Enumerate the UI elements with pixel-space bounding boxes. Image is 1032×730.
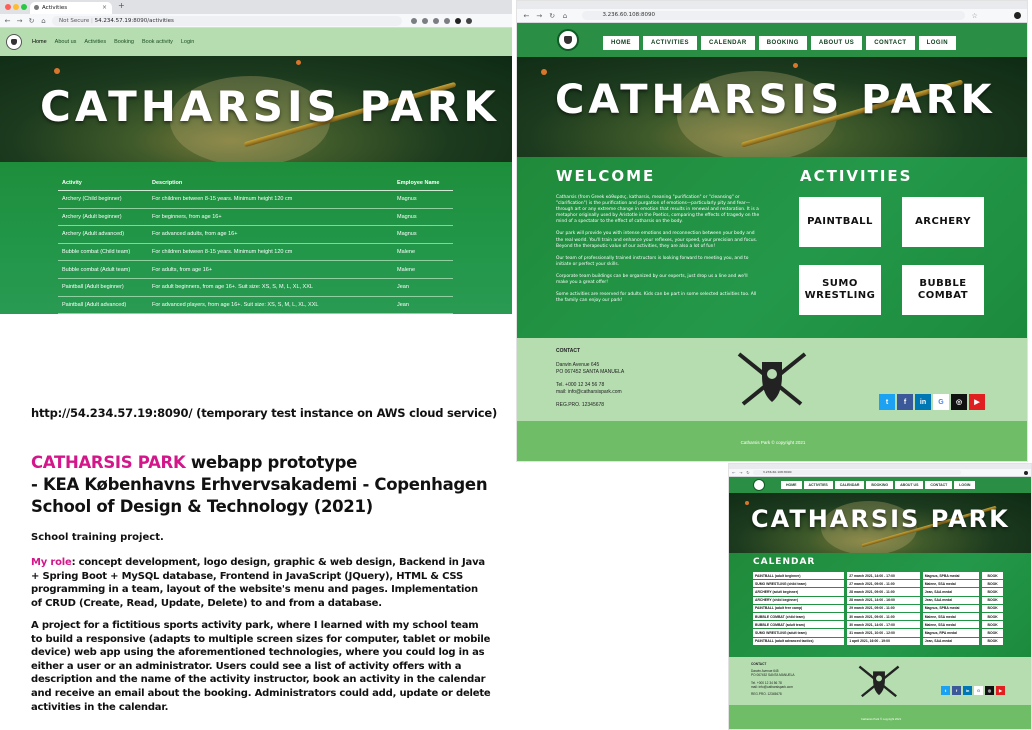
event-instructor-cell: Malene, SSA medal (923, 580, 980, 587)
event-instructor-cell: Jean, SAA medal (923, 597, 980, 604)
menu-contact[interactable]: CONTACT (925, 481, 952, 489)
welcome-paragraph: Corporate team buildings can be organized by our experts, just drop us a line and we'll make you a great offer! (556, 273, 748, 286)
contact-heading: CONTACT (751, 662, 767, 666)
book-button[interactable]: BOOK (982, 580, 1003, 587)
welcome-paragraph: Catharsis (from Greek κάθαρσις, katharsis, meaning "purification" or "cleansing" or "clarification") is the purification and purgation of emotions—particularly pity and fear—through art or any extreme change in emotion that results in renewal and restoration. It is a metaphor originally used by Aristotle in the Poetics, comparing the effects of tragedy on the mind of a spectator to the effect of catharsis on the body. (556, 195, 760, 225)
extension-icon[interactable] (422, 18, 428, 24)
browser-window-activities (0, 0, 512, 314)
extension-icon[interactable] (433, 18, 439, 24)
extension-icons (411, 18, 472, 24)
paintball-orb (793, 63, 798, 68)
event-instructor-cell: Magnus, SPBA medal (923, 605, 980, 612)
tab-title: Activities (42, 5, 68, 11)
menu-home[interactable]: HOME (781, 481, 802, 489)
address-bar[interactable]: 3.236.60.108:8090 (582, 11, 965, 20)
event-instructor-cell: Jean, SAA medal (923, 588, 980, 595)
back-icon[interactable]: ← (4, 16, 11, 25)
event-activity-cell: BUBBLE COMBAT (adult team) (753, 621, 844, 628)
reload-icon[interactable]: ↻ (28, 16, 35, 25)
contact-block (556, 348, 624, 409)
project-heading (31, 452, 501, 518)
nav-booking[interactable]: Booking (114, 39, 134, 45)
hero-banner (517, 57, 1028, 157)
site-activities-page (0, 28, 512, 314)
calendar-row (753, 629, 1003, 636)
hero-title: CATHARSIS PARK (40, 82, 500, 131)
event-date-cell: 28 march 2021, 14:00 - 16:00 (847, 597, 920, 604)
table-row (58, 296, 453, 314)
close-tab-icon[interactable]: × (101, 4, 107, 11)
linkedin-icon[interactable]: in (963, 686, 972, 695)
activity-cell: Archery (Adult beginner) (58, 208, 148, 226)
catharsis-logo[interactable] (753, 479, 765, 491)
calendar-row (753, 572, 1003, 579)
contact-city: PO 067452 SANTA MANUELA (556, 369, 625, 375)
event-instructor-cell: Malene, SSA medal (923, 621, 980, 628)
description-cell: For adult beginners, from age 16+. Suit size: XS, S, M, L, XL, XXL (148, 278, 393, 296)
browser-toolbar (0, 14, 512, 28)
role-text: : concept development, logo design, graphic & web design, Backend in Java + Spring Boot + MySQL database, Frontend in JavaScript (JQuery), HTML & CSS programming in a team, layout of the website's menu and pages. Implementation of CRUD (Create, Read, Update, Delete) to and from a database. (31, 557, 485, 609)
tab-bar (0, 0, 512, 14)
menu-booking[interactable]: BOOKING (759, 36, 807, 50)
book-button[interactable]: BOOK (982, 572, 1003, 579)
description-cell: For advanced adults, from age 16+ (148, 226, 393, 244)
reload-icon[interactable]: ↻ (549, 11, 556, 20)
menu-activities[interactable]: ACTIVITIES (804, 481, 833, 489)
employee-cell: Malene (393, 261, 453, 279)
new-tab-icon[interactable]: + (118, 1, 125, 10)
contact-reg: REG.PRO. 12345678 (751, 692, 782, 697)
calendar-section (729, 553, 1032, 657)
event-activity-cell: SUMO WRESTLING (adult team) (753, 629, 844, 636)
site-menu (781, 481, 975, 489)
site-footer (729, 657, 1032, 705)
copyright-bar: Catharsis Park © copyright 2021 (517, 421, 1028, 461)
project-url[interactable]: http://54.234.57.19:8090/ (temporary test instance on AWS cloud service) (31, 406, 498, 420)
table-header-row (58, 176, 453, 191)
description-cell: For children between 8-15 years. Minimum height 120 cm (148, 243, 393, 261)
hero-banner (0, 56, 512, 162)
table-row (58, 243, 453, 261)
contact-street: Darwin Avenue 645 (556, 362, 600, 368)
column-header: Employee Name (393, 176, 453, 191)
nav-login[interactable]: Login (180, 39, 195, 45)
contact-mail[interactable]: mail: info@catharsispark.com (556, 389, 622, 395)
welcome-text (556, 195, 761, 310)
project-heading-rest: webapp prototype (185, 453, 357, 472)
calendar-row (753, 638, 1003, 645)
instagram-icon[interactable]: ◎ (985, 686, 994, 695)
event-date-cell: 30 march 2021, 09:00 - 11:00 (847, 613, 920, 620)
site-navbar (0, 28, 512, 56)
event-date-cell: 27 march 2021, 09:00 - 11:00 (847, 580, 920, 587)
event-date-cell: 1 april 2021, 16:00 - 19:00 (847, 638, 920, 645)
event-instructor-cell: Magnus, SPBA medal (923, 572, 980, 579)
linkedin-icon[interactable]: in (915, 394, 931, 410)
menu-dots-icon[interactable] (466, 18, 472, 24)
facebook-icon[interactable]: f (897, 394, 913, 410)
contact-mail[interactable]: mail: info@catharsispark.com (751, 684, 793, 689)
calendar-row (753, 588, 1003, 595)
activity-cell: Paintball (Adult beginner) (58, 278, 148, 296)
menu-calendar[interactable]: CALENDAR (835, 481, 865, 489)
book-button[interactable]: BOOK (982, 629, 1003, 636)
activity-card-sumo-wrestling[interactable]: SUMO WRESTLING (799, 265, 881, 315)
forward-icon[interactable]: → (16, 16, 23, 25)
address-bar[interactable]: Not Secure | 54.234.57.19:8090/activities (52, 16, 402, 26)
description-cell: For beginners, from age 16+ (148, 208, 393, 226)
table-row (58, 278, 453, 296)
menu-about-us[interactable]: ABOUT US (895, 481, 923, 489)
event-activity-cell: SUMO WRESTLING (child team) (753, 580, 844, 587)
book-button[interactable]: BOOK (982, 588, 1003, 595)
book-button[interactable]: BOOK (982, 621, 1003, 628)
youtube-icon[interactable]: ▶ (969, 394, 985, 410)
extension-icon[interactable] (444, 18, 450, 24)
activity-card-paintball[interactable]: PAINTBALL (799, 197, 881, 247)
hero-title: CATHARSIS PARK (555, 77, 996, 123)
browser-window-home (516, 0, 1028, 462)
project-school: - KEA Københavns Erhvervsakademi - Copenhagen School of Design & Technology (2021) (31, 475, 488, 516)
project-paragraph: A project for a fictitious sports activity park, where I learned with my school team to build a responsive (adapts to multiple screen sizes for computer, tablet or mobile device) web app using the aforementioned technologies, where you could log in as either a user or an administrator. Users could see a list of activity offers with a description and the name of the activity instructor, book an activity in the calendar and receive an email about the booking. Administrators could add, update or delete activities in the calendar. (31, 620, 491, 713)
event-activity-cell: PAINTBALL (adult advanced tactics) (753, 638, 844, 645)
paintball-orb (296, 60, 301, 65)
nav-book-activity[interactable]: Book activity (141, 39, 173, 45)
menu-login[interactable]: LOGIN (954, 481, 975, 489)
table-row (58, 261, 453, 279)
description-cell: For advanced players, from age 16+. Suit size: XS, S, M, L, XL, XXL (148, 296, 393, 314)
welcome-paragraph: Some activities are reserved for adults. Kids can be part in some selected activities too. All the family can enjoy our park! (556, 292, 757, 304)
activities-table-body (58, 191, 453, 314)
event-date-cell: 29 march 2021, 09:00 - 11:00 (847, 605, 920, 612)
bookmark-star-icon[interactable]: ☆ (971, 11, 978, 20)
table-row (58, 208, 453, 226)
close-window-icon[interactable] (5, 4, 11, 10)
event-date-cell: 27 march 2021, 14:00 - 17:00 (847, 572, 920, 579)
calendar-table (753, 571, 1003, 646)
menu-about-us[interactable]: ABOUT US (811, 36, 862, 50)
event-date-cell: 28 march 2021, 09:00 - 11:00 (847, 588, 920, 595)
site-navbar (729, 477, 1032, 493)
column-header: Activity (58, 176, 148, 191)
twitter-icon[interactable]: t (879, 394, 895, 410)
forward-icon[interactable]: → (536, 11, 543, 20)
welcome-section (517, 157, 1028, 338)
activities-heading: ACTIVITIES (800, 167, 913, 185)
site-navbar (517, 23, 1028, 57)
reload-icon[interactable]: ↻ (746, 470, 750, 475)
calendar-row (753, 621, 1003, 628)
maximize-window-icon[interactable] (21, 4, 27, 10)
calendar-table-body (753, 572, 1003, 645)
contact-city: PO 067452 SANTA MANUELA (751, 673, 795, 678)
home-icon[interactable]: ⌂ (562, 11, 568, 20)
google-icon[interactable]: G (974, 686, 983, 695)
address-host: 54.234.57.19 (94, 17, 132, 24)
twitter-icon[interactable]: t (941, 686, 950, 695)
project-brand-name: CATHARSIS PARK (31, 453, 186, 472)
event-activity-cell: PAINTBALL (adult free camp) (753, 605, 844, 612)
instagram-icon[interactable]: ◎ (951, 394, 967, 410)
event-instructor-cell: Malene, SSA medal (923, 613, 980, 620)
employee-cell: Magnus (393, 208, 453, 226)
contact-tel: Tel. +000 12 34 56 78 (556, 382, 605, 388)
employee-cell: Magnus (393, 226, 453, 244)
book-button[interactable]: BOOK (982, 613, 1003, 620)
book-button[interactable]: BOOK (982, 597, 1003, 604)
activities-table-section (0, 162, 512, 314)
calendar-row (753, 580, 1003, 587)
back-icon[interactable]: ← (523, 11, 530, 20)
calendar-row (753, 605, 1003, 612)
site-nav-links (32, 39, 194, 45)
description-cell: For children between 8-15 years. Minimum height 120 cm (148, 191, 393, 209)
activity-cell: Bubble combat (Child team) (58, 243, 148, 261)
browser-toolbar (517, 9, 1027, 23)
activity-card-archery[interactable]: ARCHERY (902, 197, 984, 247)
site-home-page (517, 23, 1028, 462)
welcome-paragraph: Our park will provide you with intense emotions and reconnection between your body and the real world. You'll train and enhance your reflexes, your speed, your precision and focus. Beyond the therapeutic value of our activities, they are also a lot of fun! (556, 231, 758, 249)
crossed-markers-crest-icon (735, 348, 809, 412)
extension-icon[interactable] (411, 18, 417, 24)
youtube-icon[interactable]: ▶ (996, 686, 1005, 695)
paintball-orb (541, 69, 547, 75)
activity-cell: Bubble combat (Adult team) (58, 261, 148, 279)
event-date-cell: 31 march 2021, 10:00 - 12:00 (847, 629, 920, 636)
event-instructor-cell: Magnus, RPA medal (923, 629, 980, 636)
welcome-paragraph: Our team of professionally trained instructors is looking forward to meeting you, and to initiate or perfect your skills. (556, 255, 749, 267)
back-icon[interactable]: ← (732, 470, 736, 475)
table-row (58, 226, 453, 244)
site-footer (517, 338, 1028, 421)
role-label: My role (31, 557, 72, 568)
catharsis-logo[interactable] (557, 29, 579, 51)
site-calendar-page (729, 477, 1032, 730)
role-paragraph (31, 556, 486, 610)
social-links (941, 686, 1005, 695)
employee-cell: Magnus (393, 191, 453, 209)
google-icon[interactable]: G (933, 394, 949, 410)
contact-tel: Tel. +000 12 34 56 78 (751, 680, 782, 685)
profile-avatar[interactable] (455, 18, 461, 24)
paintball-orb (745, 501, 749, 505)
minimize-window-icon[interactable] (13, 4, 19, 10)
catharsis-logo[interactable] (6, 34, 22, 50)
event-instructor-cell: Jean, SAA medal (923, 638, 980, 645)
crossed-markers-crest-icon (857, 663, 901, 701)
profile-avatar[interactable] (1024, 471, 1028, 475)
calendar-row (753, 597, 1003, 604)
activity-cell: Paintball (Adult advanced) (58, 296, 148, 314)
nav-about-us[interactable]: About us (54, 39, 77, 45)
contact-reg: REG.PRO. 12345678 (556, 402, 605, 408)
favicon-icon (34, 5, 39, 10)
nav-home[interactable]: Home (32, 39, 47, 45)
browser-tab[interactable] (30, 2, 112, 14)
column-header: Description (148, 176, 393, 191)
copyright-bar: Catharsis Park © copyright 2021 (729, 705, 1032, 730)
hero-title: CATHARSIS PARK (751, 505, 1010, 533)
contact-street: Darwin Avenue 645 (751, 669, 779, 674)
home-icon[interactable]: ⌂ (41, 16, 46, 25)
address-bar[interactable]: 3.236.60.108:8090 (753, 470, 961, 475)
event-date-cell: 30 march 2021, 14:00 - 17:00 (847, 621, 920, 628)
menu-login[interactable]: LOGIN (919, 36, 957, 50)
not-secure-label: Not Secure (59, 17, 90, 24)
event-activity-cell: ARCHERY (child beginner) (753, 597, 844, 604)
social-links (879, 394, 985, 410)
activity-card-bubble-combat[interactable]: BUBBLE COMBAT (902, 265, 984, 315)
browser-window-calendar (728, 463, 1032, 730)
menu-home[interactable]: HOME (603, 36, 639, 50)
school-line: School training project. (31, 532, 164, 543)
employee-cell: Malene (393, 243, 453, 261)
menu-activities[interactable]: ACTIVITIES (643, 36, 697, 50)
welcome-heading: WELCOME (556, 167, 656, 185)
activities-table (58, 176, 453, 314)
site-menu (603, 36, 956, 50)
browser-toolbar (729, 469, 1031, 477)
facebook-icon[interactable]: f (952, 686, 961, 695)
menu-booking[interactable]: BOOKING (866, 481, 893, 489)
address-path: :8090/activities (131, 17, 174, 24)
table-row (58, 191, 453, 209)
calendar-heading: CALENDAR (753, 557, 816, 567)
hero-banner (729, 493, 1032, 553)
calendar-row (753, 613, 1003, 620)
contact-block (751, 662, 795, 696)
contact-heading: CONTACT (556, 348, 581, 354)
activity-cell: Archery (Adult advanced) (58, 226, 148, 244)
book-button[interactable]: BOOK (982, 605, 1003, 612)
paintball-orb (54, 68, 60, 74)
menu-contact[interactable]: CONTACT (866, 36, 914, 50)
event-activity-cell: PAINTBALL (adult beginner) (753, 572, 844, 579)
employee-cell: Jean (393, 296, 453, 314)
tab-bar (517, 1, 1027, 9)
menu-calendar[interactable]: CALENDAR (701, 36, 755, 50)
activity-cell: Archery (Child beginner) (58, 191, 148, 209)
forward-icon[interactable]: → (739, 470, 743, 475)
nav-activities[interactable]: Activities (84, 39, 107, 45)
event-activity-cell: ARCHERY (adult beginner) (753, 588, 844, 595)
employee-cell: Jean (393, 278, 453, 296)
profile-avatar[interactable] (1014, 12, 1021, 19)
description-cell: For adults, from age 16+ (148, 261, 393, 279)
book-button[interactable]: BOOK (982, 638, 1003, 645)
event-activity-cell: BUBBLE COMBAT (child team) (753, 613, 844, 620)
